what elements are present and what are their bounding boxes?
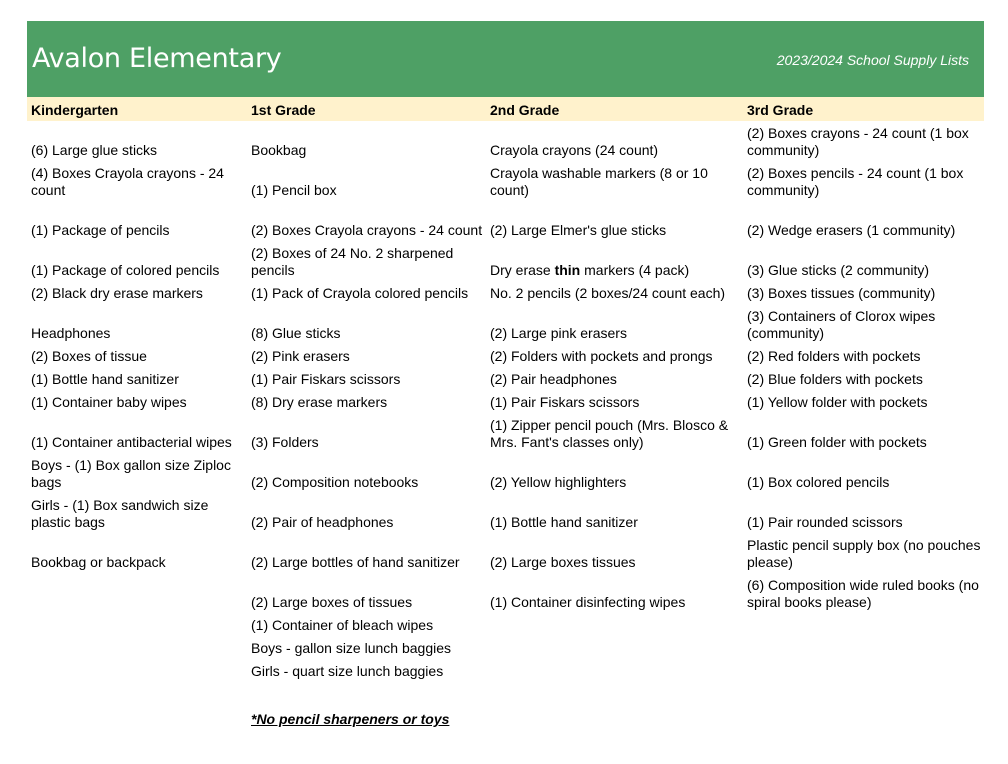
supply-item: (1) Yellow folder with pockets	[747, 394, 928, 410]
column-header: 3rd Grade	[747, 102, 814, 118]
table-row	[27, 533, 984, 573]
table-row	[27, 659, 984, 682]
supply-item: (2) Black dry erase markers	[31, 285, 203, 301]
supply-item: (6) Composition wide ruled books (no spiral books please)	[747, 577, 979, 610]
supply-item: (2) Composition notebooks	[251, 474, 419, 490]
supply-item	[743, 613, 984, 636]
column-header: 2nd Grade	[490, 102, 560, 118]
supply-item: (2) Large pink erasers	[490, 325, 627, 341]
supply-item	[27, 636, 247, 659]
table-row	[27, 281, 984, 304]
supply-item	[27, 573, 247, 613]
supply-item: (3) Containers of Clorox wipes (community)	[747, 308, 936, 341]
supply-item: (8) Dry erase markers	[251, 394, 388, 410]
supply-item: Crayola washable markers (8 or 10 count)	[490, 165, 708, 198]
table-row	[27, 304, 984, 344]
supply-item: (1) Container baby wipes	[31, 394, 187, 410]
table-row	[27, 367, 984, 390]
table-row	[27, 201, 984, 241]
column-header: 1st Grade	[251, 102, 316, 118]
table-row	[27, 573, 984, 613]
supply-item: (3) Boxes tissues (community)	[747, 285, 936, 301]
supply-item: (2) Large Elmer's glue sticks	[490, 222, 667, 238]
table-row	[27, 161, 984, 201]
supply-list-sheet	[27, 21, 984, 682]
supply-item	[486, 659, 743, 682]
supply-item: (2) Pink erasers	[251, 348, 350, 364]
table-row	[27, 493, 984, 533]
supply-item: (1) Pair Fiskars scissors	[251, 371, 401, 387]
supply-item: (2) Pair headphones	[490, 371, 617, 387]
supply-item: Boys - (1) Box gallon size Ziploc bags	[31, 457, 231, 490]
table-row	[27, 344, 984, 367]
supply-item: (2) Boxes pencils - 24 count (1 box community)	[747, 165, 964, 198]
supply-item: (2) Boxes of 24 No. 2 sharpened pencils	[251, 245, 454, 278]
banner-subtitle: 2023/2024 School Supply Lists	[776, 52, 969, 68]
supply-item: Crayola crayons (24 count)	[490, 142, 659, 158]
supply-item: Boys - gallon size lunch baggies	[251, 640, 452, 656]
supply-item	[486, 636, 743, 659]
supply-item: (2) Boxes Crayola crayons - 24 count	[251, 222, 483, 238]
supply-item: (1) Green folder with pockets	[747, 434, 927, 450]
supply-table	[27, 121, 984, 682]
supply-item: (3) Folders	[251, 434, 319, 450]
supply-item: (2) Boxes crayons - 24 count (1 box community)	[747, 125, 969, 158]
supply-item: (8) Glue sticks	[251, 325, 341, 341]
supply-item: (2) Pair of headphones	[251, 514, 394, 530]
banner	[27, 21, 984, 97]
supply-item: (1) Container of bleach wipes	[251, 617, 434, 633]
supply-item: (6) Large glue sticks	[31, 142, 158, 158]
supply-item: (1) Bottle hand sanitizer	[31, 371, 179, 387]
supply-item: (2) Large boxes of tissues	[251, 594, 413, 610]
footnote: *No pencil sharpeners or toys	[251, 711, 450, 727]
supply-item: Girls - (1) Box sandwich size plastic bags	[31, 497, 209, 530]
supply-item: (1) Box colored pencils	[747, 474, 890, 490]
supply-item: Bookbag	[251, 142, 307, 158]
supply-item: Girls - quart size lunch baggies	[251, 663, 444, 679]
supply-item: (1) Pair rounded scissors	[747, 514, 903, 530]
supply-item: Dry erase thin markers (4 pack)	[490, 262, 690, 278]
column-header: Kindergarten	[31, 102, 119, 118]
supply-item: Headphones	[31, 325, 111, 341]
table-row	[27, 636, 984, 659]
supply-item	[486, 613, 743, 636]
supply-item: (4) Boxes Crayola crayons - 24 count	[31, 165, 224, 198]
supply-item: (2) Blue folders with pockets	[747, 371, 923, 387]
table-row	[27, 613, 984, 636]
supply-item: (2) Folders with pockets and prongs	[490, 348, 713, 364]
supply-item: Plastic pencil supply box (no pouches please)	[747, 537, 981, 570]
table-row	[27, 390, 984, 413]
table-row	[27, 241, 984, 281]
supply-item: (2) Large bottles of hand sanitizer	[251, 554, 460, 570]
supply-item: (2) Large boxes tissues	[490, 554, 636, 570]
supply-item	[27, 613, 247, 636]
supply-item: (1) Package of pencils	[31, 222, 170, 238]
supply-item	[27, 659, 247, 682]
supply-item: No. 2 pencils (2 boxes/24 count each)	[490, 285, 726, 301]
supply-item: (2) Wedge erasers (1 community)	[747, 222, 956, 238]
supply-item: (1) Zipper pencil pouch (Mrs. Blosco & Mrs. Fant's classes only)	[490, 417, 729, 450]
supply-item: (1) Container disinfecting wipes	[490, 594, 686, 610]
supply-item: (1) Bottle hand sanitizer	[490, 514, 638, 530]
supply-item: Bookbag or backpack	[31, 554, 166, 570]
supply-item	[743, 636, 984, 659]
table-row	[27, 121, 984, 161]
supply-item: (2) Red folders with pockets	[747, 348, 921, 364]
grade-header-row	[27, 97, 984, 121]
table-row	[27, 413, 984, 453]
supply-item: (1) Container antibacterial wipes	[31, 434, 232, 450]
supply-item: (1) Package of colored pencils	[31, 262, 220, 278]
supply-item: (1) Pack of Crayola colored pencils	[251, 285, 469, 301]
supply-item	[743, 659, 984, 682]
school-name: Avalon Elementary	[32, 43, 282, 74]
supply-item: (1) Pair Fiskars scissors	[490, 394, 640, 410]
supply-item: (2) Boxes of tissue	[31, 348, 147, 364]
supply-item: (3) Glue sticks (2 community)	[747, 262, 930, 278]
supply-item: (1) Pencil box	[251, 182, 337, 198]
table-row	[27, 453, 984, 493]
supply-item: (2) Yellow highlighters	[490, 474, 627, 490]
